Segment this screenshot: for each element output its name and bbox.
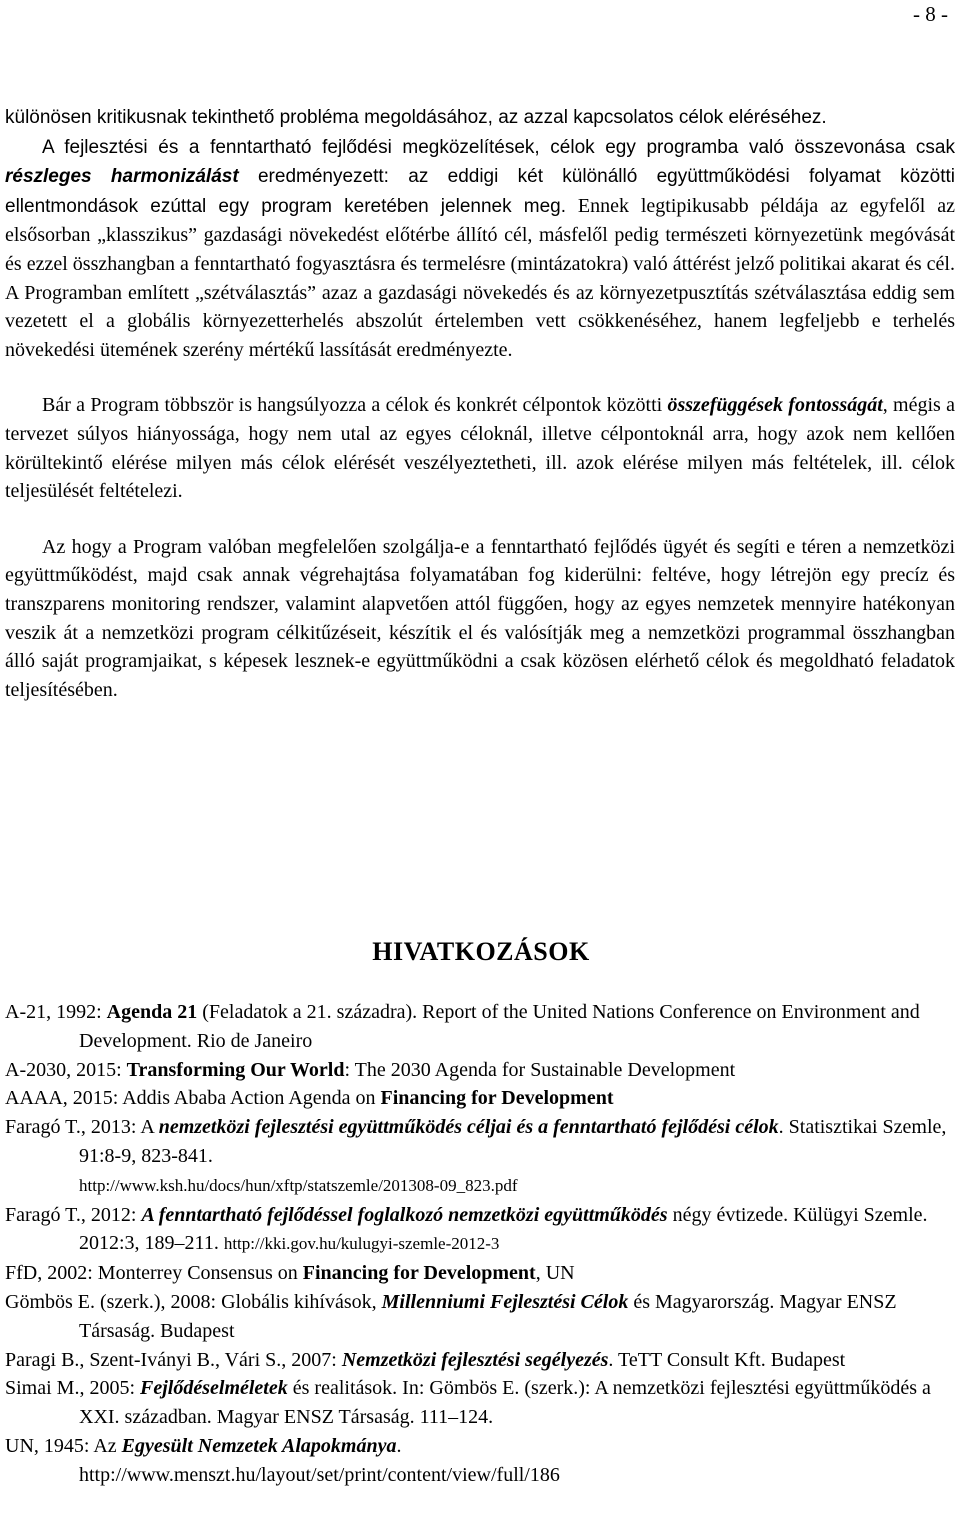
reference-details: , UN bbox=[535, 1262, 575, 1285]
paragraph-2-part-1: A fejlesztési és a fenntartható fejlődési megközelítések, célok egy programba való összevonása csak bbox=[42, 136, 955, 158]
paragraph-2-emphasis: részleges harmonizálást bbox=[5, 166, 239, 188]
reference-item bbox=[5, 1056, 955, 1085]
paragraph-2-part-3: Ennek legtipikusabb példája az egyfelől az elsősorban „klasszikus” gazdasági növekedést előtérbe állító cél, másfelől pedig természeti környezetünk megóvását és ezzel összhangban a fenntartható fogyasztásra és termelésre (mintázatokra) való áttérést jelző politikai akarat és cél. A Programban említett „szétválasztás” azaz a gazdasági növekedés és az környezetpusztítás szétválasztása eddig sem vezetett el a globális környezetterhelés abszolút értelemben vett csökkenéséhez, hanem legfeljebb e terhelés növekedési ütemének szerény mértékű lassítását eredményezte. bbox=[5, 194, 955, 361]
body-text bbox=[5, 103, 955, 704]
reference-author: AAAA, 2015: Addis Ababa Action Agenda on bbox=[5, 1087, 381, 1110]
reference-title: Financing for Development bbox=[380, 1087, 614, 1110]
reference-title: Financing for Development bbox=[302, 1262, 536, 1285]
reference-title: Egyesült Nemzetek Alapokmánya bbox=[121, 1434, 397, 1457]
reference-item bbox=[5, 1374, 955, 1432]
reference-title: Nemzetközi fejlesztési segélyezés bbox=[341, 1348, 609, 1371]
reference-title: nemzetközi fejlesztési együttműködés céljai és a fenntartható fejlődési célok bbox=[158, 1116, 779, 1139]
paragraph-2 bbox=[5, 133, 955, 365]
reference-title: A fenntartható fejlődéssel foglalkozó nemzetközi együttműködés bbox=[141, 1203, 668, 1226]
reference-details: és Magyarország. Magyar ENSZ Társaság. Budapest bbox=[79, 1290, 897, 1342]
paragraph-4-text: Az hogy a Program valóban megfelelően szolgálja-e a fenntartható fejlődés ügyét és segíti e téren a nemzetközi együttműködést, majd csak annak végrehajtása folyamatában fog kiderülni: feltéve, hogy létrejön egy precíz és transzparens monitoring rendszer, valamint alapvetően attól függően, hogy az egyes nemzetek mennyire hatékonyan veszik át a nemzetközi program célkitűzéseit, készítik el és valósítják meg a nemzetközi programmal összhangban álló saját programjaikat, s képesek lesznek-e együttműködni a csak közösen elérhető célok és megoldható feladatok teljesítésében. bbox=[5, 535, 955, 701]
paragraph-2-part-2: eredményezett: az eddigi két különálló együttműködési folyamat közötti ellentmondások ezúttal egy program keretében jelennek meg. bbox=[5, 166, 955, 217]
reference-url-link[interactable]: http://www.ksh.hu/docs/hun/xftp/statszemle/201308-09_823.pdf bbox=[79, 1175, 518, 1195]
reference-url-link[interactable]: http://www.menszt.hu/layout/set/print/content/view/full/186 bbox=[79, 1463, 560, 1486]
reference-item bbox=[5, 1432, 955, 1490]
reference-author: FfD, 2002: Monterrey Consensus on bbox=[5, 1262, 303, 1285]
reference-author: Gömbös E. (szerk.), 2008: Globális kihívások, bbox=[5, 1290, 382, 1313]
reference-author: A-2030, 2015: bbox=[5, 1058, 127, 1081]
reference-details: . bbox=[396, 1434, 402, 1457]
reference-details: : The 2030 Agenda for Sustainable Development bbox=[344, 1058, 736, 1081]
paragraph-3-emphasis: összefüggések fontosságát bbox=[667, 394, 883, 417]
paragraph-3 bbox=[5, 391, 955, 505]
paragraph-4 bbox=[5, 533, 955, 705]
reference-title: Millenniumi Fejlesztési Célok bbox=[381, 1290, 629, 1313]
reference-details: . Statisztikai Szemle, 91:8-9, 823-841. bbox=[79, 1116, 947, 1167]
reference-item bbox=[5, 1259, 955, 1288]
page-number: - 8 - bbox=[913, 2, 948, 26]
paragraph-3-part-2: , mégis a tervezet súlyos hiányossága, hogy nem utal az egyes céloknál, illetve célpontoknál arra, hogy azok nem kellően körültekintő elérése milyen más célok elérését veszélyeztetheti, ill. azok elérése milyen más feltételek, ill. célok teljesülését feltételezi. bbox=[5, 394, 955, 503]
reference-details: (Feladatok a 21. századra). Report of the United Nations Conference on Environment and Development. Rio de Janeiro bbox=[79, 1001, 920, 1052]
reference-url-link[interactable]: http://kki.gov.hu/kulugyi-szemle-2012-3 bbox=[223, 1234, 500, 1254]
reference-item bbox=[5, 1084, 955, 1113]
reference-author: Paragi B., Szent-Iványi B., Vári S., 2007: bbox=[5, 1348, 342, 1371]
reference-title: Transforming Our World bbox=[126, 1058, 345, 1081]
reference-item bbox=[5, 998, 955, 1056]
reference-author: Faragó T., 2013: A bbox=[5, 1116, 159, 1139]
reference-item bbox=[5, 1346, 955, 1375]
reference-details: . TeTT Consult Kft. Budapest bbox=[608, 1348, 846, 1371]
paragraph-1-text: különösen kritikusnak tekinthető probléma megoldásához, az azzal kapcsolatos célok eléréséhez. bbox=[5, 107, 827, 128]
reference-details: és realitások. In: Gömbös E. (szerk.): A nemzetközi fejlesztési együttműködés a XXI. században. Magyar ENSZ Társaság. 111–124. bbox=[79, 1377, 931, 1429]
references-heading: HIVATKOZÁSOK bbox=[372, 937, 590, 966]
reference-author: Faragó T., 2012: bbox=[5, 1203, 142, 1226]
reference-item bbox=[5, 1288, 955, 1346]
reference-author: UN, 1945: Az bbox=[5, 1434, 122, 1457]
reference-author: A-21, 1992: bbox=[5, 1001, 107, 1023]
reference-item bbox=[5, 1201, 955, 1260]
references-list bbox=[5, 998, 955, 1490]
reference-item bbox=[5, 1113, 955, 1200]
paragraph-3-part-1: Bár a Program többször is hangsúlyozza a célok és konkrét célpontok közötti bbox=[42, 394, 668, 417]
reference-title: Fejlődéselméletek bbox=[140, 1377, 288, 1400]
reference-author: Simai M., 2005: bbox=[5, 1377, 141, 1400]
paragraph-1 bbox=[5, 103, 955, 133]
reference-title: Agenda 21 bbox=[106, 1001, 198, 1023]
reference-details: négy évtizede. Külügyi Szemle. 2012:3, 189–211. bbox=[79, 1203, 928, 1255]
